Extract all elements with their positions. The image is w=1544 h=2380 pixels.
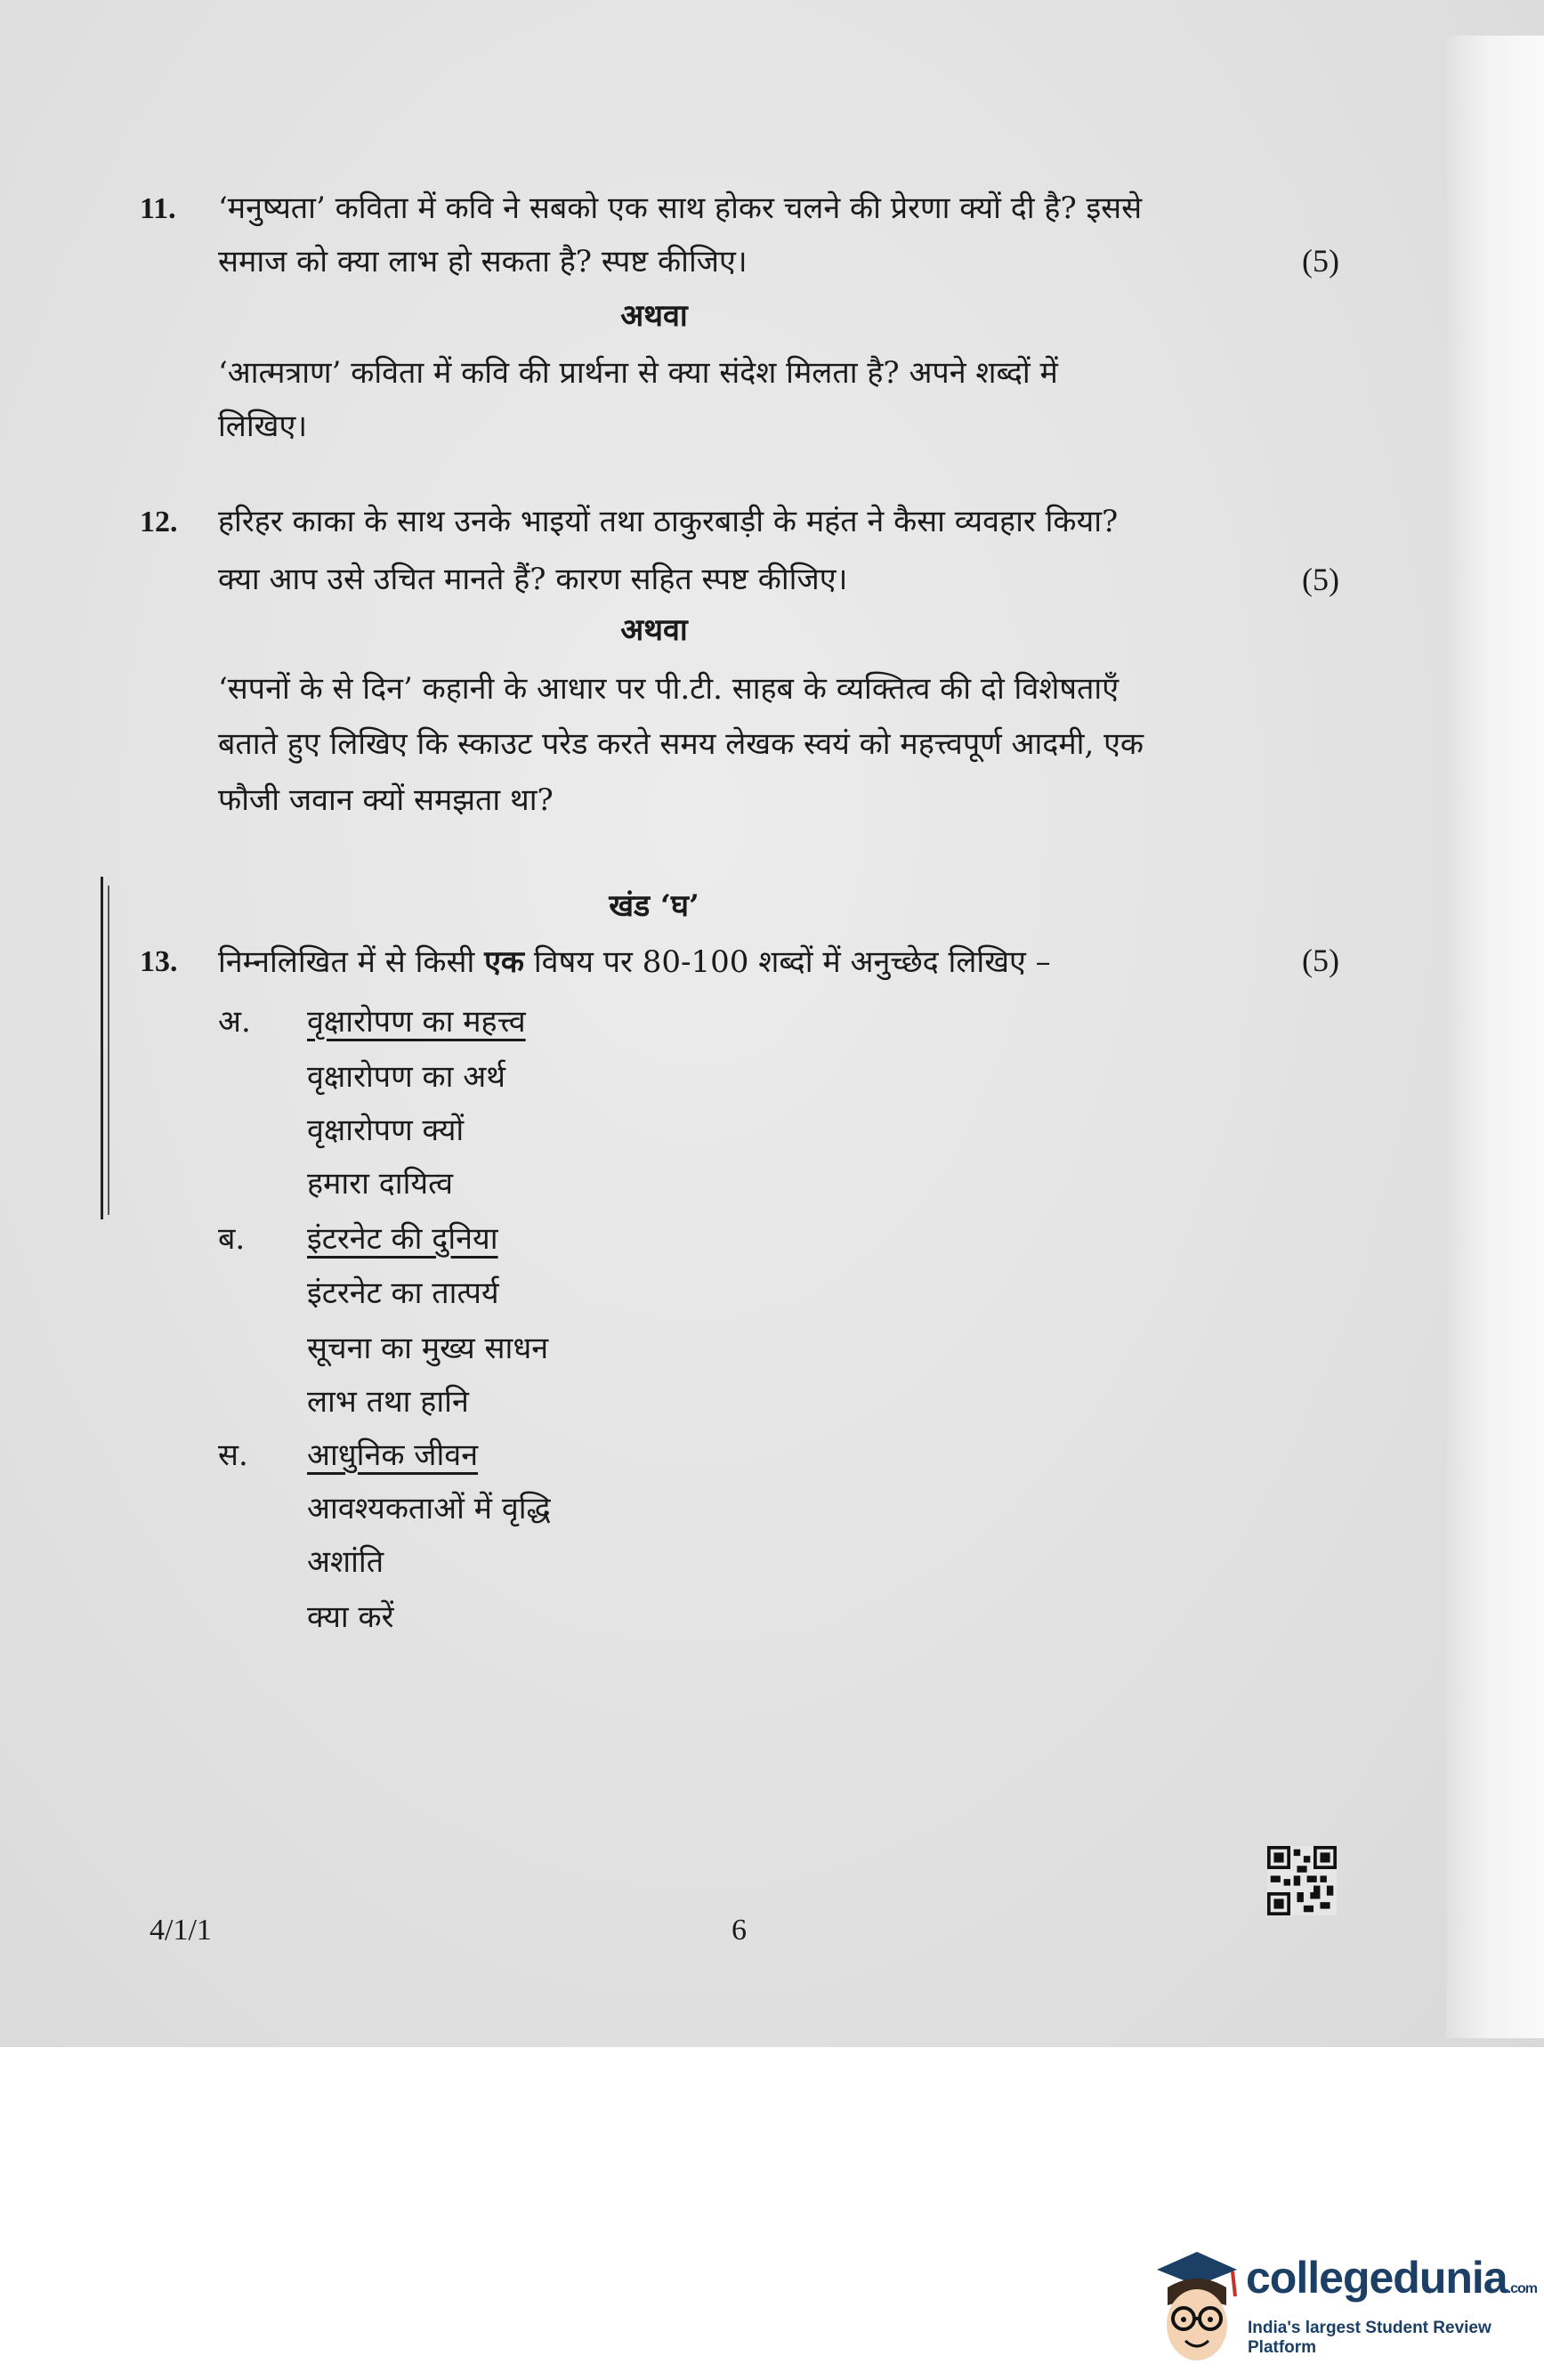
option-c-point-1: आवश्यकताओं में वृद्धि xyxy=(307,1491,551,1526)
question-11-or: अथवा xyxy=(620,298,688,334)
option-c-point-3: क्या करें xyxy=(307,1599,394,1635)
logo-suffix: .com xyxy=(1507,2281,1537,2296)
option-a-point-2: वृक्षारोपण क्यों xyxy=(307,1113,465,1148)
question-12-number: 12. xyxy=(140,506,178,538)
option-b-point-2: सूचना का मुख्य साधन xyxy=(307,1331,549,1366)
margin-pen-mark xyxy=(101,877,103,1219)
option-c-heading: आधुनिक जीवन xyxy=(307,1437,479,1473)
margin-pen-mark-2 xyxy=(108,886,109,1215)
question-12-or: अथवा xyxy=(620,612,688,648)
page-number: 6 xyxy=(732,1914,747,1947)
question-12-alt-line-3: फौजी जवान क्यों समझता था? xyxy=(218,782,554,818)
option-b-letter: ब. xyxy=(218,1221,246,1257)
option-a-letter: अ. xyxy=(218,1004,251,1040)
question-12-alt-line-1: ‘सपनों के से दिन’ कहानी के आधार पर पी.टी. साहब के व्यक्तित्व की दो विशेषताएँ xyxy=(218,671,1120,707)
option-b-point-3: लाभ तथा हानि xyxy=(307,1384,469,1420)
question-13-prompt-pre: निम्नलिखित में से किसी xyxy=(218,944,485,980)
qr-code-icon xyxy=(1267,1846,1337,1915)
question-13-prompt-post: विषय पर 80-100 शब्दों में अनुच्छेद लिखिए – xyxy=(524,944,1051,980)
question-13-number: 13. xyxy=(140,945,178,978)
scan-right-edge xyxy=(1446,36,1544,2038)
question-12-marks: (5) xyxy=(1302,562,1339,597)
question-13-prompt xyxy=(218,936,1051,988)
section-title: खंड ‘घ’ xyxy=(609,888,699,924)
option-b-heading: इंटरनेट की दुनिया xyxy=(307,1221,498,1257)
logo-name: collegedunia xyxy=(1246,2253,1508,2303)
question-13-marks: (5) xyxy=(1302,943,1339,978)
paper-code: 4/1/1 xyxy=(150,1914,212,1947)
question-12-line-1: हरिहर काका के साथ उनके भाइयों तथा ठाकुरबाड़ी के महंत ने कैसा व्यवहार किया? xyxy=(218,504,1119,539)
option-b-point-1: इंटरनेट का तात्पर्य xyxy=(307,1275,499,1311)
option-c-letter: स. xyxy=(218,1437,248,1473)
question-11-number: 11. xyxy=(140,192,176,225)
question-13-prompt-bold: एक xyxy=(484,944,525,980)
option-a-point-3: हमारा दायित्व xyxy=(307,1166,454,1202)
collegedunia-logo xyxy=(1148,2243,1537,2376)
question-11-line-2: समाज को क्या लाभ हो सकता है? स्पष्ट कीजिए। xyxy=(218,244,748,279)
option-a-point-1: वृक्षारोपण का अर्थ xyxy=(307,1059,505,1095)
student-mascot-icon xyxy=(1148,2243,1246,2368)
question-12-alt-line-2: बताते हुए लिखिए कि स्काउट परेड करते समय लेखक स्वयं को महत्त्वपूर्ण आदमी, एक xyxy=(218,726,1144,762)
question-12-line-2: क्या आप उसे उचित मानते हैं? कारण सहित स्पष्ट कीजिए। xyxy=(218,562,848,597)
question-11-alt-line-2: लिखिए। xyxy=(218,409,308,444)
option-a-heading: वृक्षारोपण का महत्त्व xyxy=(307,1004,526,1040)
option-c-point-2: अशांति xyxy=(307,1544,384,1580)
question-11-alt-line-1: ‘आत्मत्राण’ कविता में कवि की प्रार्थना से क्या संदेश मिलता है? अपने शब्दों में xyxy=(218,355,1058,391)
question-11-line-1: ‘मनुष्यता’ कविता में कवि ने सबको एक साथ होकर चलने की प्रेरणा क्यों दी है? इससे xyxy=(218,190,1143,226)
logo-tagline: India's largest Student Review Platform xyxy=(1248,2319,1491,2357)
logo-wordmark xyxy=(1246,2252,1537,2303)
question-11-marks: (5) xyxy=(1302,243,1339,279)
